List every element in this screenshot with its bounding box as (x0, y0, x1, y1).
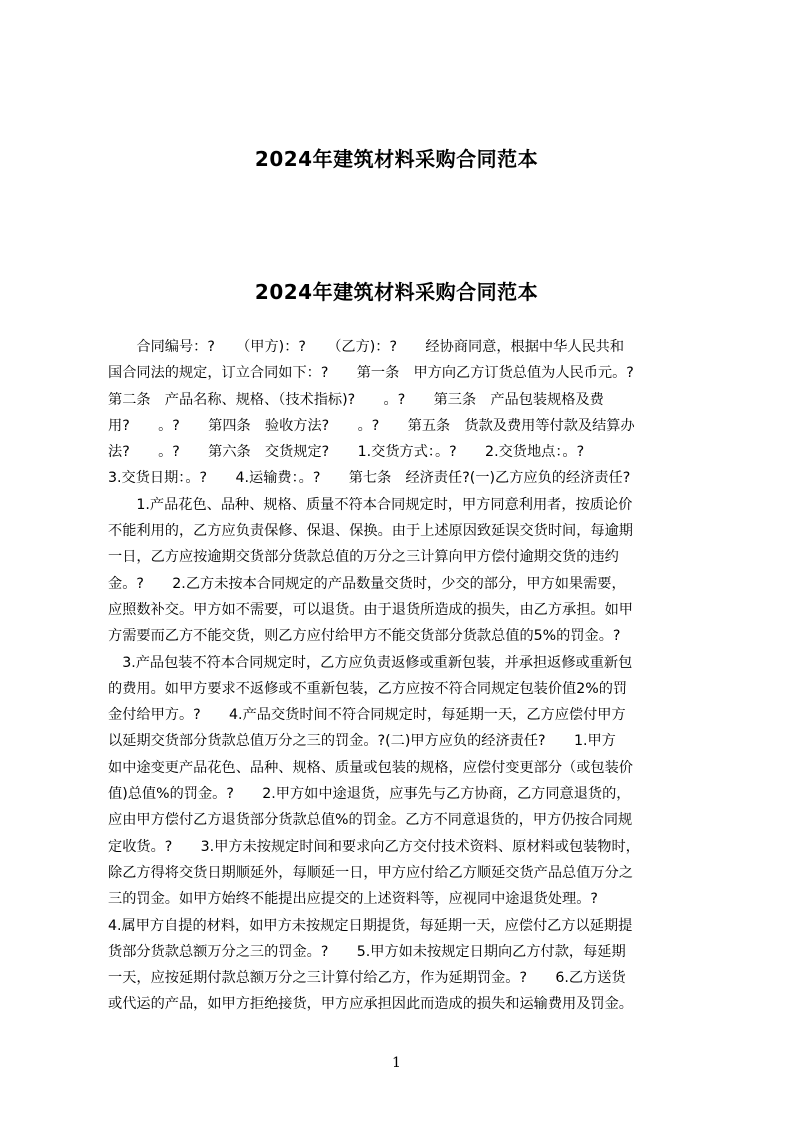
body-text-line: 合同编号：? （甲方)：? （乙方)：? 经协商同意，根据中华人民共和 (108, 339, 625, 355)
body-text-line: 方需要而乙方不能交货，则乙方应付给甲方不能交货部分货款总值的5%的罚金。? (108, 628, 621, 645)
body-text-line: 4.属甲方自提的材料，如甲方未按规定日期提货，每延期一天，应偿付乙方以延期提 (108, 917, 633, 934)
body-text-line: 金。? 2.乙方未按本合同规定的产品数量交货时，少交的部分，甲方如果需要， (108, 575, 626, 592)
body-text-line: 金付给甲方。? 4.产品交货时间不符合同规定时，每延期一天，乙方应偿付甲方 (108, 707, 626, 724)
body-text-line: 如中途变更产品花色、品种、规格、质量或包装的规格，应偿付变更部分（或包装价 (108, 759, 633, 776)
body-text-line: 一日，乙方应按逾期交货部分货款总值的万分之三计算向甲方偿付逾期交货的违约 (108, 549, 619, 566)
body-text-line: 国合同法的规定，订立合同如下：? 第一条 甲方向乙方订货总值为人民币元。? (108, 365, 634, 382)
body-text-line: 应由甲方偿付乙方退货部分货款总值%的罚金。乙方不同意退货的，甲方仍按合同规 (108, 812, 633, 829)
body-text-line: 法? 。? 第六条 交货规定? 1.交货方式：。? 2.交货地点：。? (108, 444, 585, 461)
body-text-line: 或代运的产品，如甲方拒绝接货，甲方应承担因此而造成的损失和运输费用及罚金。 (108, 996, 633, 1013)
document-title: 2024年建筑材料采购合同范本 (254, 147, 539, 171)
body-text-line: 3.交货日期：。? 4.运输费：。? 第七条 经济责任?(一)乙方应负的经济责任? (108, 470, 631, 487)
body-text-line: 第二条 产品名称、规格、（技术指标)? 。? 第三条 产品包装规格及费 (108, 391, 604, 408)
body-text-line: 用? 。? 第四条 验收方法? 。? 第五条 货款及费用等付款及结算办 (108, 417, 635, 434)
body-text-line: 三的罚金。如甲方始终不能提出应提交的上述资料等，应视同中途退货处理。? (108, 891, 598, 908)
body-text-line: 以延期交货部分货款总值万分之三的罚金。?(二)甲方应负的经济责任? 1.甲方 (108, 733, 616, 750)
page-number: 1 (392, 1055, 401, 1071)
contract-title: 2024年建筑材料采购合同范本 (254, 280, 539, 304)
body-text-line: 一天，应按延期付款总额万分之三计算付给乙方，作为延期罚金。? 6.乙方送货 (108, 970, 626, 987)
contract-body (108, 334, 696, 1034)
body-text-line: 除乙方得将交货日期顺延外，每顺延一日，甲方应付给乙方顺延交货产品总值万分之 (108, 864, 633, 881)
body-text-line: 应照数补交。甲方如不需要，可以退货。由于退货所造成的损失，由乙方承担。如甲 (108, 601, 633, 618)
body-text-line: 3.产品包装不符本合同规定时，乙方应负责返修或重新包装，并承担返修或重新包 (108, 654, 633, 671)
body-text-line: 货部分货款总额万分之三的罚金。? 5.甲方如未按规定日期向乙方付款，每延期 (108, 943, 626, 960)
body-text-line: 的费用。如甲方要求不返修或不重新包装，乙方应按不符合同规定包装价值2%的罚 (108, 680, 628, 697)
body-text-line: 不能利用的，乙方应负责保修、保退、保换。由于上述原因致延误交货时间，每逾期 (108, 523, 633, 540)
body-text-line: 值)总值%的罚金。? 2.甲方如中途退货，应事先与乙方协商，乙方同意退货的， (108, 786, 631, 803)
body-text-line: 1.产品花色、品种、规格、质量不符本合同规定时，甲方同意利用者，按质论价 (108, 496, 633, 513)
body-text-line: 定收货。? 3.甲方未按规定时间和要求向乙方交付技术资料、原材料或包装物时， (108, 838, 640, 855)
